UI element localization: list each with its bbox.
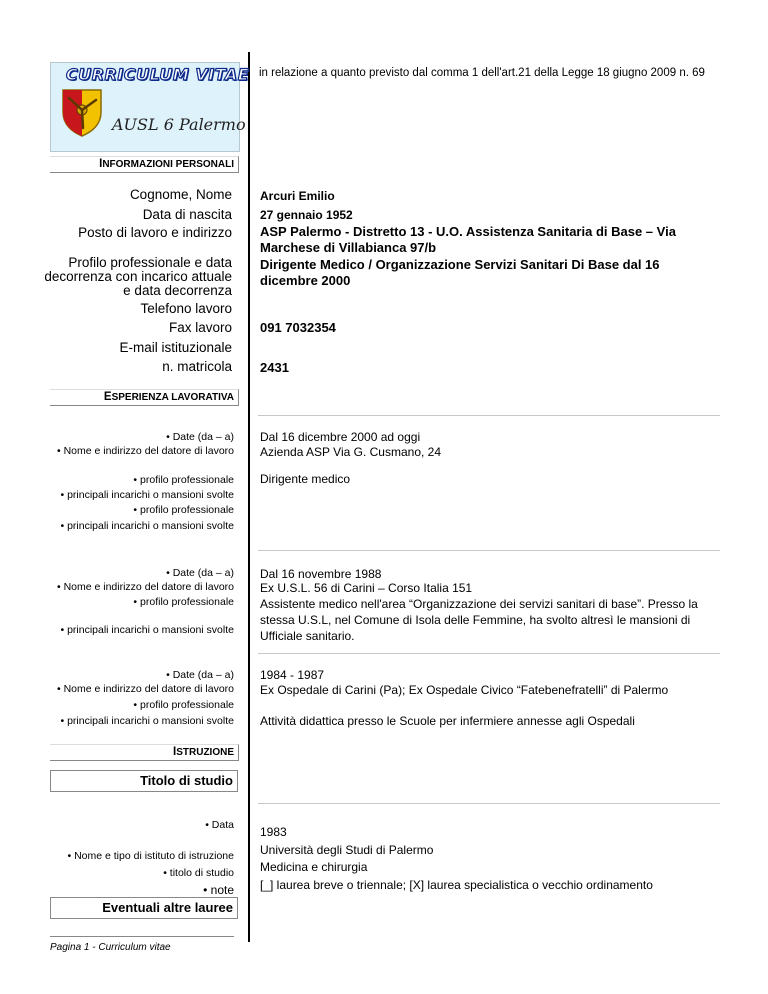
divider (258, 415, 720, 416)
label-edu-date: • Data (205, 819, 234, 831)
label-birth: Data di nascita (142, 207, 232, 222)
edu-notes: [_] laurea breve o triennale; [X] laurea specialistica o vecchio ordinamento (260, 878, 653, 892)
org-name: AUSL 6 Palermo (112, 115, 246, 134)
edu-date: 1983 (260, 825, 287, 839)
value-matricola: 2431 (260, 360, 289, 375)
label-date: • Date (da – a) (166, 567, 234, 579)
section-experience: ESPERIENZA LAVORATIVA (50, 389, 239, 406)
exp2-date: Dal 16 novembre 1988 (260, 567, 382, 581)
label-duties: • principali incarichi o mansioni svolte (60, 624, 234, 636)
value-birth: 27 gennaio 1952 (260, 208, 353, 222)
label-profile: Profilo professionale e data decorrenza con incarico attuale e data decorrenza (44, 255, 232, 298)
legal-note: in relazione a quanto previsto dal comma 1 dell'art.21 della Legge 18 giugno 2009 n. 69 (259, 67, 705, 79)
label-post: Posto di lavoro e indirizzo (78, 225, 232, 240)
label-employer: • Nome e indirizzo del datore di lavoro (56, 581, 234, 593)
section-personal-info: INFORMAZIONI PERSONALI (50, 156, 239, 173)
label-employer: • Nome e indirizzo del datore di lavoro (56, 683, 234, 695)
footer-divider (50, 936, 234, 937)
edu-institute: Università degli Studi di Palermo (260, 843, 434, 857)
exp2-profile: Assistente medico nell'area “Organizzazione dei servizi sanitari di base”. Presso la stessa U.S.L, nel Comune di Isola delle Femmine, ha svolto altresì le mansioni di Ufficiale sanitario. (260, 597, 698, 643)
label-edu-title: • titolo di studio (163, 867, 234, 879)
label-employer: • Nome e indirizzo del datore di lavoro (56, 445, 234, 457)
page-footer: Pagina 1 - Curriculum vitae (50, 942, 171, 953)
column-divider (248, 52, 250, 942)
label-date: • Date (da – a) (166, 669, 234, 681)
label-profile: • profilo professionale (133, 596, 234, 608)
label-matricola: n. matricola (162, 359, 232, 374)
cv-title: CURRICULUM VITAE (66, 65, 250, 84)
label-phone: Telefono lavoro (140, 301, 232, 316)
value-fax: 091 7032354 (260, 320, 336, 335)
section-education: ISTRUZIONE (50, 744, 239, 761)
label-edu-institute: • Nome e tipo di istituto di istruzione (67, 850, 234, 862)
label-profile: • profilo professionale (133, 699, 234, 711)
label-fax: Fax lavoro (168, 320, 232, 335)
education-title-box: Titolo di studio (50, 770, 238, 792)
label-duties: • principali incarichi o mansioni svolte (60, 715, 234, 727)
divider (258, 653, 720, 654)
divider (258, 803, 720, 804)
exp1-date: Dal 16 dicembre 2000 ad oggi (260, 430, 421, 444)
label-duties: • principali incarichi o mansioni svolte (60, 489, 234, 501)
label-date: • Date (da – a) (166, 431, 234, 443)
value-profile: Dirigente Medico / Organizzazione Servizi Sanitari Di Base dal 16 dicembre 2000 (260, 257, 660, 288)
label-edu-notes: • note (203, 883, 234, 897)
exp3-date: 1984 - 1987 (260, 668, 325, 682)
other-degrees-box: Eventuali altre lauree (50, 897, 238, 919)
label-duties: • principali incarichi o mansioni svolte (60, 520, 234, 532)
label-name: Cognome, Nome (129, 187, 232, 202)
label-profile: • profilo professionale (133, 474, 234, 486)
exp1-profile: Dirigente medico (260, 472, 351, 486)
divider (258, 550, 720, 551)
value-post: ASP Palermo - Distretto 13 - U.O. Assistenza Sanitaria di Base – Via Marchese di Villabianca 97/b (260, 224, 676, 255)
value-name: Arcuri Emilio (260, 189, 335, 203)
coat-of-arms-icon (61, 86, 103, 138)
exp2-employer: Ex U.S.L. 56 di Carini – Corso Italia 151 (260, 581, 473, 595)
exp3-duties: Attività didattica presso le Scuole per infermiere annesse agli Ospedali (260, 714, 635, 728)
exp3-employer: Ex Ospedale di Carini (Pa); Ex Ospedale Civico “Fatebenefratelli” di Palermo (260, 683, 669, 697)
edu-title: Medicina e chirurgia (260, 860, 368, 874)
exp1-employer: Azienda ASP Via G. Cusmano, 24 (260, 445, 442, 459)
label-profile: • profilo professionale (133, 504, 234, 516)
label-email: E-mail istituzionale (119, 340, 232, 355)
